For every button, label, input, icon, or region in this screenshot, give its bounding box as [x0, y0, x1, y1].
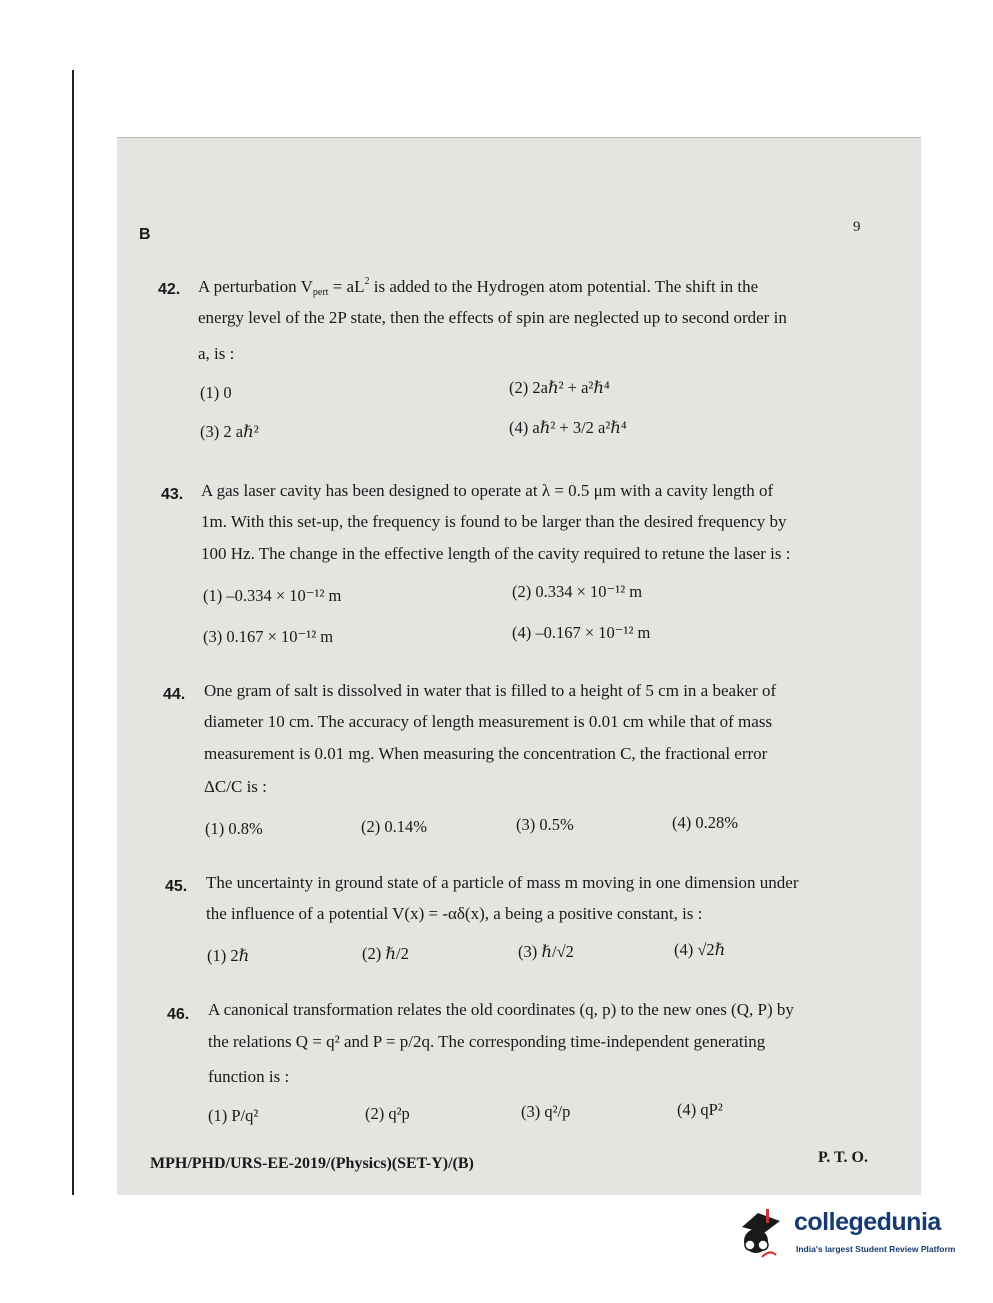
- question-text-line: 1m. With this set-up, the frequency is found to be larger than the desired frequency by: [201, 512, 787, 531]
- question-text-line: measurement is 0.01 mg. When measuring the concentration C, the fractional error: [204, 744, 768, 763]
- set-label: B: [139, 226, 151, 243]
- question-text-line: function is :: [208, 1067, 290, 1086]
- option-2[interactable]: (2) 2aℏ² + a²ℏ⁴: [509, 378, 610, 397]
- question-number: 42.: [158, 281, 181, 298]
- option-4[interactable]: (4) aℏ² + 3/2 a²ℏ⁴: [509, 418, 627, 437]
- question-number: 45.: [165, 878, 188, 895]
- option-3[interactable]: (3) q²/p: [521, 1102, 571, 1121]
- question-text-line: The uncertainty in ground state of a particle of mass m moving in one dimension under: [206, 873, 799, 892]
- question-text-line: One gram of salt is dissolved in water that is filled to a height of 5 cm in a beaker of: [204, 681, 777, 700]
- scan-edge-line: [72, 70, 74, 1195]
- option-4[interactable]: (4) qP²: [677, 1100, 723, 1119]
- paper-code: MPH/PHD/URS-EE-2019/(Physics)(SET-Y)/(B): [150, 1155, 474, 1172]
- question-text-line: 100 Hz. The change in the effective length of the cavity required to retune the laser is :: [201, 544, 791, 563]
- question-number: 46.: [167, 1006, 190, 1023]
- question-text-line: the relations Q = q² and P = p/2q. The corresponding time-independent generating: [208, 1032, 766, 1051]
- brand-tagline: India's largest Student Review Platform: [796, 1244, 956, 1254]
- page-number: 9: [853, 219, 861, 235]
- option-3[interactable]: (3) ℏ/√2: [518, 942, 574, 961]
- question-text-line: A perturbation $V_{pert} = aL^2$ is added to the Hydrogen atom potential. The shift in the: [198, 276, 759, 298]
- option-4[interactable]: (4) √2ℏ: [674, 940, 726, 959]
- question-number: 43.: [161, 486, 184, 503]
- option-2[interactable]: (2) 0.14%: [361, 817, 427, 836]
- option-4[interactable]: (4) –0.167 × 10⁻¹² m: [512, 623, 651, 642]
- option-1[interactable]: (1) –0.334 × 10⁻¹² m: [203, 586, 342, 605]
- question-text-line: A canonical transformation relates the old coordinates (q, p) to the new ones (Q, P) by: [208, 1000, 794, 1019]
- option-4[interactable]: (4) 0.28%: [672, 813, 738, 832]
- question-text-line: a, is :: [198, 344, 235, 363]
- option-2[interactable]: (2) ℏ/2: [362, 944, 409, 963]
- option-3[interactable]: (3) 2 aℏ²: [200, 422, 259, 441]
- option-2[interactable]: (2) 0.334 × 10⁻¹² m: [512, 582, 643, 601]
- option-1[interactable]: (1) P/q²: [208, 1106, 259, 1125]
- question-text-line: A gas laser cavity has been designed to operate at λ = 0.5 μm with a cavity length of: [201, 481, 774, 500]
- question-text-line: diameter 10 cm. The accuracy of length measurement is 0.01 cm while that of mass: [204, 712, 773, 731]
- option-3[interactable]: (3) 0.5%: [516, 815, 574, 834]
- question-text-line: energy level of the 2P state, then the effects of spin are neglected up to second order in: [198, 308, 787, 327]
- brand-name: collegedunia: [794, 1208, 941, 1236]
- option-2[interactable]: (2) q²p: [365, 1104, 410, 1123]
- option-1[interactable]: (1) 0.8%: [205, 819, 263, 838]
- please-turn-over: P. T. O.: [818, 1149, 868, 1166]
- option-1[interactable]: (1) 0: [200, 383, 232, 402]
- question-number: 44.: [163, 686, 186, 703]
- question-text-line: ΔC/C is :: [204, 777, 267, 796]
- option-3[interactable]: (3) 0.167 × 10⁻¹² m: [203, 627, 334, 646]
- question-text-line: the influence of a potential V(x) = -αδ(x), a being a positive constant, is :: [206, 904, 703, 923]
- option-1[interactable]: (1) 2ℏ: [207, 946, 250, 965]
